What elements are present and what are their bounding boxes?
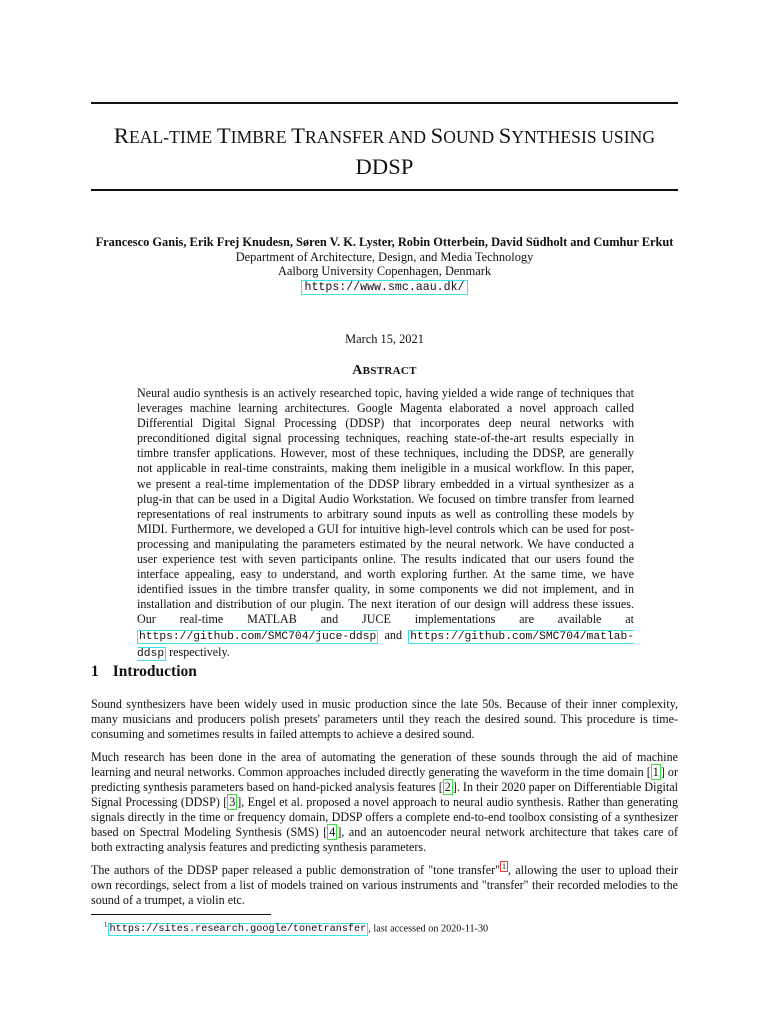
title-rule-top bbox=[91, 102, 678, 104]
paper-date: March 15, 2021 bbox=[345, 332, 424, 346]
citation-link[interactable]: 4 bbox=[329, 825, 336, 839]
citation-link[interactable]: 2 bbox=[444, 780, 451, 794]
section-heading-introduction: 1 Introduction bbox=[91, 663, 197, 680]
tonetransfer-link[interactable]: https://sites.research.google/tonetransfer bbox=[109, 924, 367, 936]
footnote-rule bbox=[91, 914, 271, 915]
title-rule-bottom bbox=[91, 189, 678, 191]
matlab-ddsp-link[interactable]: https://github.com/SMC704/matlab-ddsp bbox=[137, 630, 634, 660]
author-department: Department of Architecture, Design, and Media Technology bbox=[235, 249, 534, 264]
abstract-text: Neural audio synthesis is an actively researched topic, having yielded a wide range of techniques that leverages machine learning architectures. Google Magenta elaborated a novel approach called Differential Digital Signal Processing (DDSP) that incorporates deep neural networks with preconditioned digital signal processing techniques, reaching state-of-the-art results especially in timbre transfer applications. However, most of these techniques, including the DDSP, are generally not applicable in real-time constraints, making them ineligible in a musical workflow. In this paper, we present a real-time implementation of the DDSP library embedded in a virtual synthesizer as a plug-in that can be used in a Digital Audio Workstation. We focused on timbre transfer from learned representations of real instruments to arbitrary sound inputs as well as controlling these models by MIDI. Furthermore, we developed a GUI for intuitive high-level controls which can be used for post-processing and manipulating the parameters estimated by the neural network. We have conducted a user experience test with seven participants online. The results indicated that our users found the interface appealing, easy to understand, and worth exploring further. At the same time, we have identified issues in the timbre transfer quality, in some components we did not implement, and in installation and distribution of our plugin. The next iteration of our design will address these issues. Our real-time MATLAB and JUCE implementations are available at https://github.com/SMC704/juce-ddsp and https://github.com/SMC704/matlab-ddsp respectively. bbox=[137, 386, 634, 660]
footnote: $^1$ https://sites.research.google/tonetransfer , last accessed on 2020-11-30 bbox=[104, 921, 489, 936]
author-names: Francesco Ganis, Erik Frej Knudesn, Søren V. K. Lyster, Robin Otterbein, David Südholt and Cumhur Erkut bbox=[95, 235, 674, 249]
abstract-heading: ABSTRACT bbox=[352, 363, 417, 378]
paragraph: The authors of the DDSP paper released a public demonstration of "tone transfer" $^1$ , allowing the user to upload their own recordings, select from a list of models trained on various instruments and "transfer" their recorded melodies to the sound of a trumpet, a violin etc. bbox=[91, 862, 678, 908]
author-block bbox=[91, 235, 678, 295]
citation-link[interactable]: 3 bbox=[229, 795, 236, 809]
paper-title: REAL-TIME TIMBRE TRANSFER AND SOUND SYNTHESIS USING DDSP bbox=[91, 121, 678, 181]
citation-link[interactable]: 1 bbox=[652, 765, 659, 779]
paragraph: Much research has been done in the area of automating the generation of these sounds through the aid of machine learning and neural networks. Common approaches included directly generating the waveform in the time domain [ 1 ] or predicting synthesis parameters based on hand-picked analysis features [ 2 ]. In their 2020 paper on Differentiable Digital Signal Processing (DDSP) [ 3 ], Engel et al. proposed a novel approach to neural audio synthesis. Rather than generating signals directly in the time or frequency domain, DDSP offers a complete end-to-end toolbox consisting of a synthesizer based on Spectral Modeling Synthesis (SMS) [ 4 ], and an autoencoder neural network architecture that takes care of both extracting analysis features and predicting synthesis parameters. bbox=[91, 750, 679, 854]
introduction-body bbox=[91, 697, 678, 916]
author-university: Aalborg University Copenhagen, Denmark bbox=[277, 264, 492, 279]
paragraph: Sound synthesizers have been widely used in music production since the late 50s. Because of their inner complexity, many musicians and producers polish presets' parameters until they reach the desired sound. This procedure is time-consuming and sometimes results in failed attempts to achieve a desired sound. bbox=[91, 697, 678, 741]
footnote-marker-link[interactable]: 1 bbox=[502, 862, 507, 871]
juce-ddsp-link[interactable]: https://github.com/SMC704/juce-ddsp bbox=[139, 630, 377, 643]
paper-title-line2: DDSP bbox=[355, 154, 414, 179]
author-url-link[interactable]: https://www.smc.aau.dk/ bbox=[301, 280, 467, 295]
